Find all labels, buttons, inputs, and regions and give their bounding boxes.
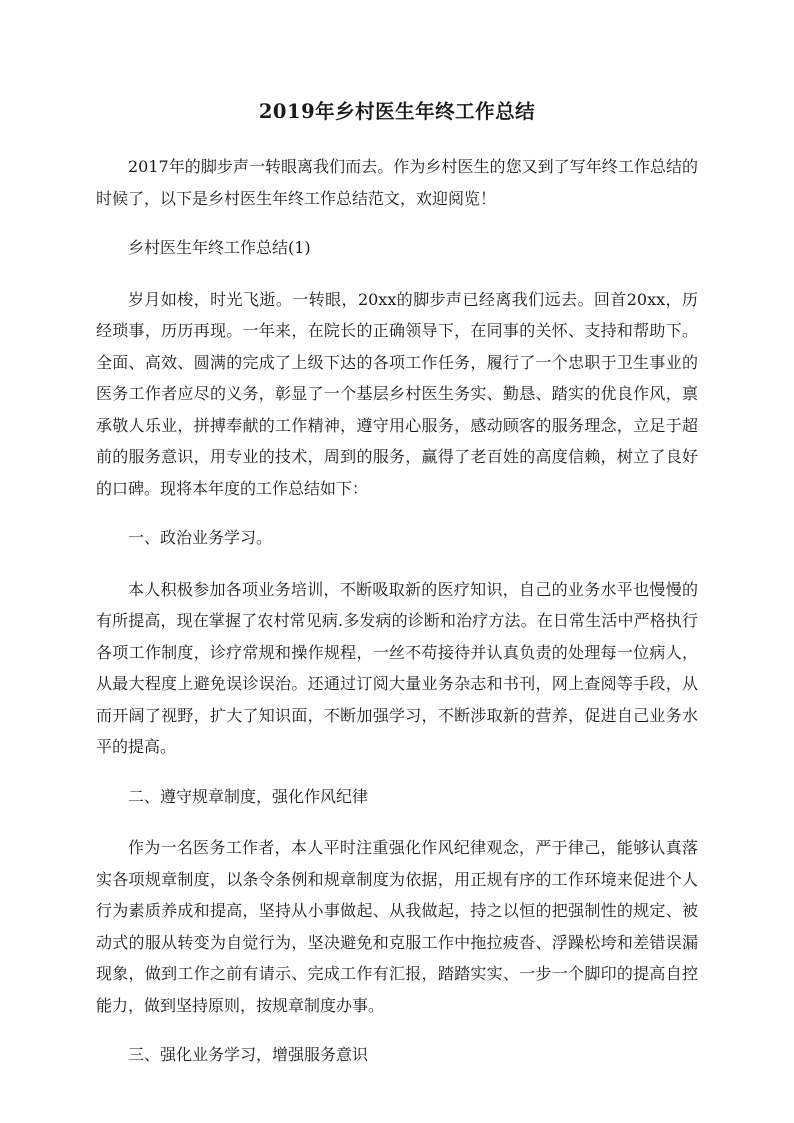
section-heading: 一、政治业务学习。 bbox=[128, 528, 273, 547]
section-heading: 二、遵守规章制度，强化作风纪律 bbox=[128, 786, 369, 806]
body-paragraph: 作为一名医务工作者，本人平时注重强化作风纪律观念，严于律己，能够认真落实各项规章制度，以条令条例和规章制度为依据，用正规有序的工作环境来促进个人行为素质养成和提高，坚持从小事做起、从我做起，持之以恒的把强制性的规定、被动式的服从转变为自觉行为，坚决避免和克服工作中拖拉疲沓、浮躁松垮和差错误漏现象，做到工作之前有请示、完成工作有汇报，踏踏实实、一步一个脚印的提高自控能力，做到坚持原则，按规章制度办事。 bbox=[96, 838, 698, 1015]
body-paragraph: 岁月如梭，时光飞逝。一转眼，20xx的脚步声已经离我们远去。回首20xx，历经琐事，历历再现。一年来，在院长的正确领导下，在同事的关怀、支持和帮助下。全面、高效、圆满的完成了上级下达的各项工作任务，履行了一个忠职于卫生事业的医务工作者应尽的义务，彰显了一个基层乡村医生务实、勤恳、踏实的优良作风，禀承敬人乐业，拼搏奉献的工作精神，遵守用心服务，感动顾客的服务理念，立足于超前的服务意识，用专业的技术，周到的服务，赢得了老百姓的高度信赖，树立了良好的口碑。现将本年度的工作总结如下： bbox=[96, 289, 698, 498]
document-body bbox=[96, 151, 698, 1091]
section-heading: 三、强化业务学习，增强服务意识 bbox=[128, 1045, 369, 1064]
section-heading: 乡村医生年终工作总结(1) bbox=[128, 238, 311, 257]
document-title: 2019年乡村医生年终工作总结 bbox=[258, 100, 536, 123]
body-paragraph: 本人积极参加各项业务培训，不断吸取新的医疗知识，自己的业务水平也慢慢的有所提高，现在掌握了农村常见病.多发病的诊断和治疗方法。在日常生活中严格执行各项工作制度，诊疗常规和操作规程，一丝不苟接待并认真负责的处理每一位病人，从最大程度上避免误诊误治。还通过订阅大量业务杂志和书刊，网上查阅等手段，从而开阔了视野，扩大了知识面，不断加强学习，不断涉取新的营养，促进自己业务水平的提高。 bbox=[96, 579, 698, 756]
intro-paragraph: 2017年的脚步声一转眼离我们而去。作为乡村医生的您又到了写年终工作总结的时候了，以下是乡村医生年终工作总结范文，欢迎阅览！ bbox=[96, 157, 698, 208]
